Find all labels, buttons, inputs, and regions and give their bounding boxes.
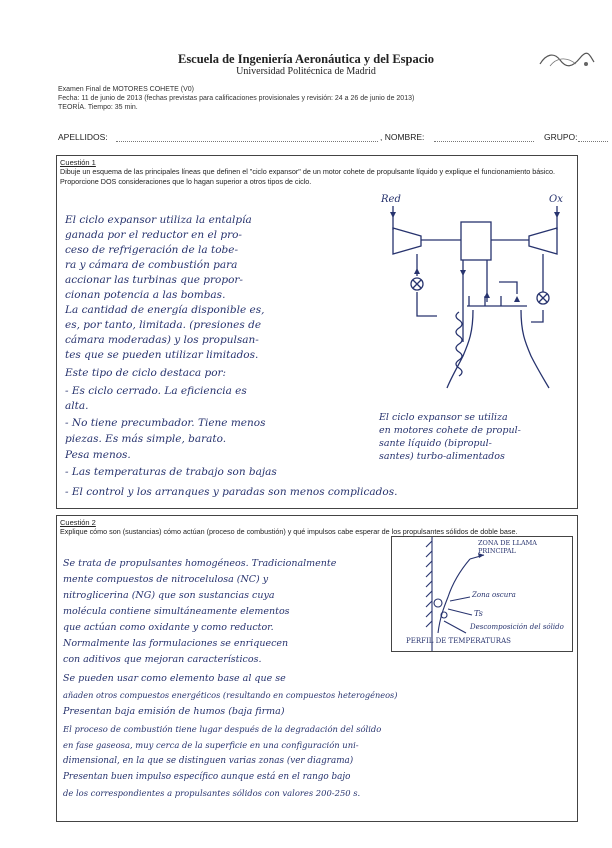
flame-zone-label: ZONA DE LLAMA PRINCIPAL — [478, 539, 537, 555]
answer-line: es, por tanto, limitada. (presiones de — [65, 319, 262, 331]
answer-line: - Las temperaturas de trabajo son bajas — [65, 466, 277, 478]
answer-line: - No tiene precumbador. Tiene menos — [65, 417, 266, 429]
question2-title: Cuestión 2 — [60, 518, 96, 527]
name-label: , NOMBRE: — [380, 132, 425, 142]
oxidizer-label: Ox — [549, 194, 563, 205]
note-line: El ciclo expansor se utiliza — [379, 412, 508, 423]
answer-line: mente compuestos de nitrocelulosa (NC) y — [63, 574, 269, 585]
question1-title: Cuestión 1 — [60, 158, 96, 167]
temperature-profile-box — [391, 536, 573, 652]
answer-line: Este tipo de ciclo destaca por: — [65, 367, 227, 379]
surnames-field[interactable] — [116, 141, 378, 142]
answer-line: nitroglicerina (NG) que son sustancias cuya — [63, 590, 275, 601]
answer-line: El proceso de combustión tiene lugar después de la degradación del sólido — [63, 724, 382, 734]
surnames-label: APELLIDOS: — [58, 132, 108, 142]
answer-line: El ciclo expansor utiliza la entalpía — [65, 214, 252, 226]
answer-line: accionar las turbinas que propor- — [65, 274, 243, 286]
answer-line: añaden otros compuestos energéticos (resultando en compuestos heterogéneos) — [63, 690, 398, 700]
answer-line: alta. — [65, 400, 89, 412]
answer-line: Normalmente las formulaciones se enriquecen — [63, 638, 289, 649]
dark-zone-label: Zona oscura — [472, 591, 516, 599]
note-line: santes) turbo-alimentados — [379, 451, 505, 462]
exam-type: TEORÍA. Tiempo: 35 min. — [58, 104, 138, 111]
group-label: GRUPO: — [544, 132, 578, 142]
school-title: Escuela de Ingeniería Aeronáutica y del Espacio — [177, 52, 435, 66]
student-fields — [58, 132, 578, 144]
question2-box — [56, 515, 578, 822]
decomposition-label: Descomposición del sólido — [470, 623, 564, 631]
temperature-profile-label: PERFIL DE TEMPERATURAS — [406, 637, 511, 645]
fuel-label: Red — [381, 194, 401, 205]
group-field[interactable] — [578, 141, 608, 142]
note-line: en motores cohete de propul- — [379, 425, 521, 436]
answer-line: con aditivos que mejoran característicos. — [63, 654, 262, 665]
name-field[interactable] — [434, 141, 534, 142]
question1-box — [56, 155, 578, 509]
question1-text: Dibuje un esquema de las principales líneas que definen el "ciclo expansor" de un motor cohete de propulsante líquido y explique el funcionamiento básico. Proporcione DOS consideraciones que lo hagan superior a otros tipos de ciclo. — [60, 167, 555, 186]
answer-line: Se trata de propulsantes homogéneos. Tradicionalmente — [63, 558, 337, 569]
answer-line: que actúan como oxidante y como reductor. — [63, 622, 274, 633]
answer-line: - El control y los arranques y paradas son menos complicados. — [65, 486, 398, 498]
expander-cycle-diagram — [377, 192, 573, 392]
answer-line: Presentan buen impulso específico aunque está en el rango bajo — [63, 772, 351, 782]
exam-date: Fecha: 11 de junio de 2013 (fechas previstas para calificaciones provisionales y revisión: 24 a 26 de junio de 2013) — [58, 95, 415, 102]
answer-line: cionan potencia a las bombas. — [65, 289, 226, 301]
question2-text: Explique cómo son (sustancias) cómo actúan (proceso de combustión) y qué impulsos cabe esperar de los propulsantes sólidos de doble base. — [60, 527, 518, 536]
answer-line: tes que se pueden utilizar limitados. — [65, 349, 259, 361]
answer-line: cámara moderadas) y los propulsan- — [65, 334, 259, 346]
answer-line: - Es ciclo cerrado. La eficiencia es — [65, 385, 247, 397]
answer-line: La cantidad de energía disponible es, — [65, 304, 265, 316]
logo-scribble-icon — [536, 46, 596, 74]
answer-line: de los correspondientes a propulsantes sólidos con valores 200-250 s. — [63, 788, 361, 798]
answer-line: Presentan baja emisión de humos (baja firma) — [63, 706, 285, 717]
answer-line: ceso de refrigeración de la tobe- — [65, 244, 239, 256]
university-subtitle: Universidad Politécnica de Madrid — [236, 66, 376, 77]
answer-line: ganada por el reductor en el pro- — [65, 229, 242, 241]
answer-line: Pesa menos. — [65, 449, 131, 461]
answer-line: Se pueden usar como elemento base al que se — [63, 673, 286, 684]
school-logo — [536, 46, 596, 74]
ts-label: Ts — [474, 609, 483, 618]
answer-line: molécula contiene simultáneamente elementos — [63, 606, 290, 617]
answer-line: piezas. Es más simple, barato. — [65, 433, 227, 445]
answer-line: en fase gaseosa, muy cerca de la superficie en una configuración uni- — [63, 740, 359, 750]
exam-title: Examen Final de MOTORES COHETE (V0) — [58, 86, 195, 93]
note-line: sante líquido (bipropul- — [379, 438, 492, 449]
answer-line: dimensional, en la que se distinguen varias zonas (ver diagrama) — [63, 756, 354, 766]
answer-line: ra y cámara de combustión para — [65, 259, 238, 271]
